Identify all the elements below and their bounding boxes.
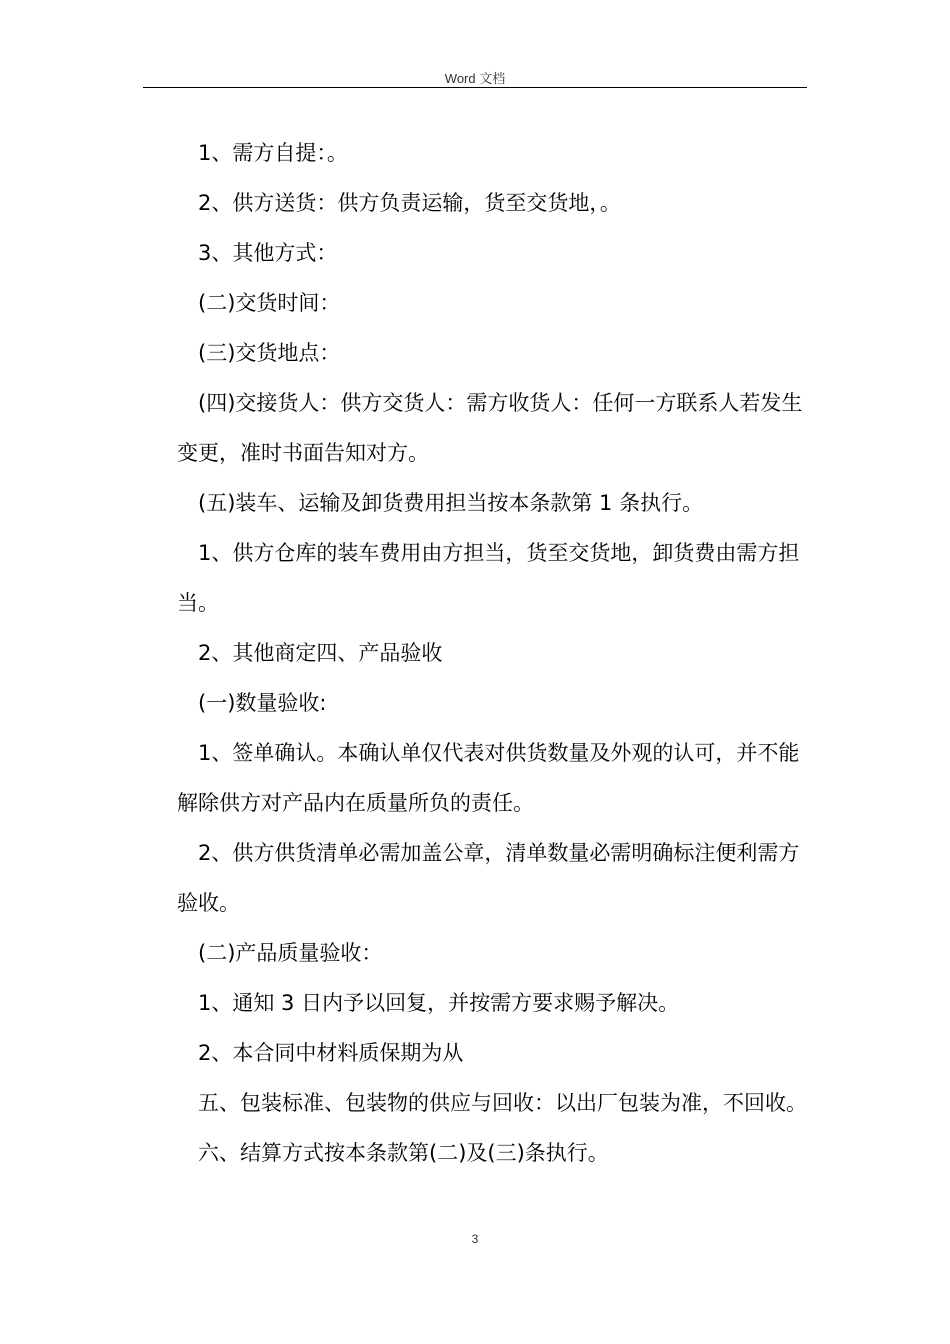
paragraph: (四)交接货人：供方交货人：需方收货人：任何一方联系人若发生变更，准时书面告知对方。 [177, 391, 803, 465]
paragraph: (二)交货时间： [198, 291, 341, 315]
paragraph: 1、供方仓库的装车费用由方担当，货至交货地，卸货费由需方担当。 [177, 541, 800, 615]
page-header-title: Word 文档 [444, 71, 506, 86]
paragraph: (一)数量验收: [198, 691, 327, 715]
paragraph: 六、结算方式按本条款第(二)及(三)条执行。 [198, 1141, 609, 1165]
paragraph: 2、其他商定四、产品验收 [198, 641, 443, 665]
header-divider [143, 87, 807, 88]
paragraph: 2、供方供货清单必需加盖公章，清单数量必需明确标注便利需方验收。 [177, 841, 800, 915]
paragraph: 2、本合同中材料质保期为从 [198, 1041, 464, 1065]
paragraph: 1、签单确认。本确认单仅代表对供货数量及外观的认可，并不能解除供方对产品内在质量所负的责任。 [177, 741, 800, 815]
paragraph: 3、其他方式： [198, 241, 338, 265]
page-number: 3 [471, 1232, 479, 1246]
paragraph: 1、需方自提：。 [198, 141, 348, 165]
paragraph: 五、包装标准、包装物的供应与回收：以出厂包装为准，不回收。 [198, 1091, 807, 1115]
paragraph: (五)装车、运输及卸货费用担当按本条款第 1 条执行。 [198, 491, 704, 515]
document-body [177, 128, 807, 1178]
paragraph: 1、通知 3 日内予以回复，并按需方要求赐予解决。 [198, 991, 680, 1015]
paragraph: 2、供方送货：供方负责运输，货至交货地，。 [198, 191, 621, 215]
paragraph: (三)交货地点： [198, 341, 341, 365]
paragraph: (二)产品质量验收： [198, 941, 383, 965]
